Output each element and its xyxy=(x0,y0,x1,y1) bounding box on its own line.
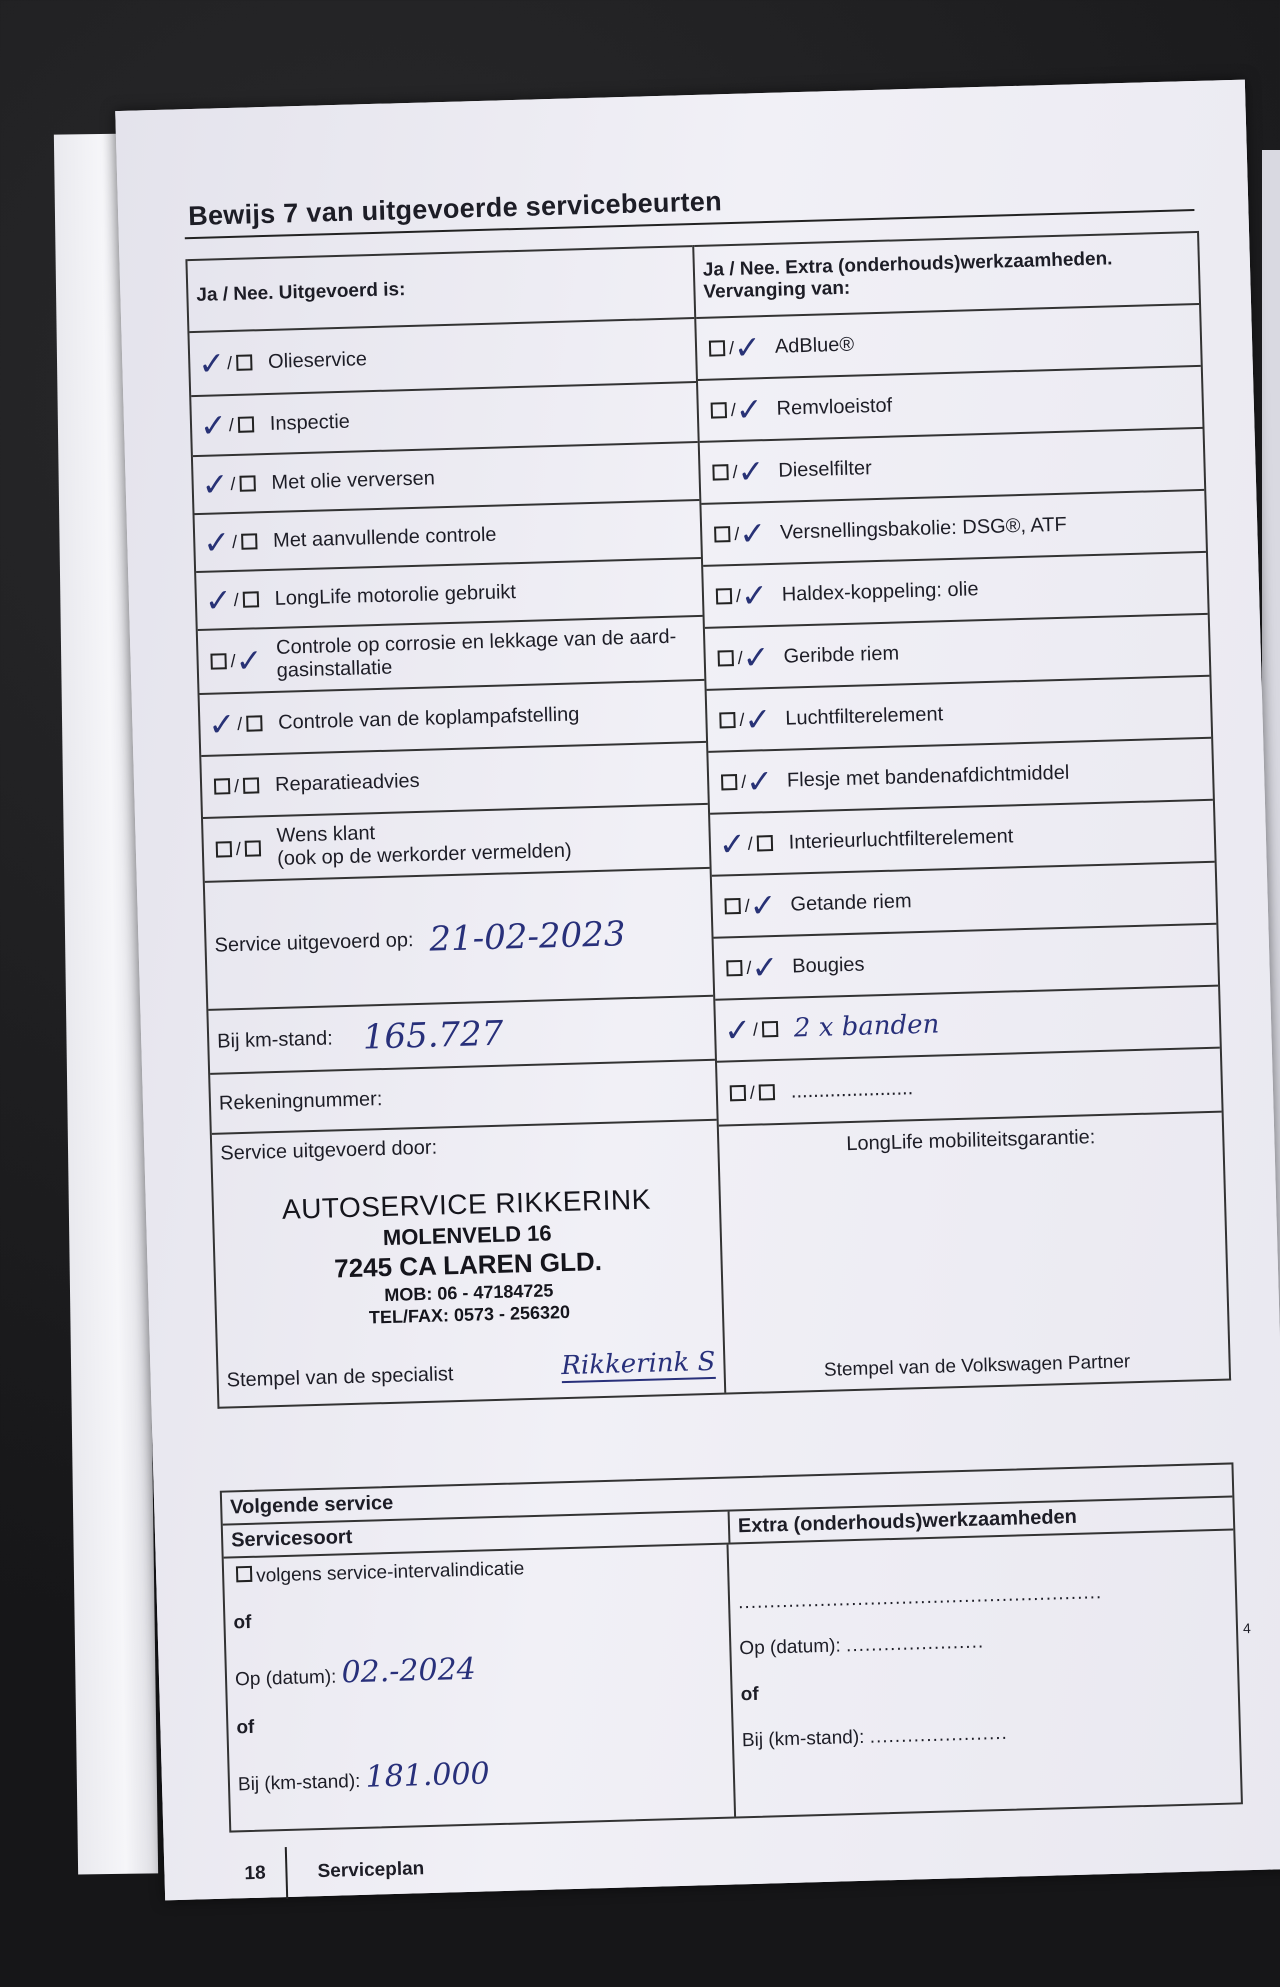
extra-item-label: Luchtfilterelement xyxy=(784,702,944,730)
nee-checkmark-icon[interactable]: ✓ xyxy=(738,514,767,553)
mobility-guarantee-label: LongLife mobiliteitsgarantie: xyxy=(846,1126,1096,1156)
page-footer xyxy=(244,1843,425,1900)
next-km-label: Bij (km-stand): xyxy=(237,1770,361,1796)
performed-item-label: LongLife motorolie gebruikt xyxy=(274,580,517,610)
nee-checkbox[interactable] xyxy=(238,416,254,432)
footer-separator xyxy=(285,1847,288,1899)
stamp-street: MOLENVELD 16 xyxy=(382,1219,552,1250)
ja-checkmark-icon[interactable]: ✓ xyxy=(207,705,236,744)
nee-checkbox[interactable] xyxy=(241,533,257,549)
checkbox-separator: / xyxy=(752,1019,759,1040)
ja-checkbox[interactable] xyxy=(711,402,727,418)
vw-partner-stamp-label: Stempel van de Volkswagen Partner xyxy=(823,1351,1131,1381)
checkbox-separator: / xyxy=(735,585,742,606)
nee-checkbox[interactable] xyxy=(243,591,259,607)
performed-item-label: Wens klant (ook op de werkorder vermelden) xyxy=(276,822,572,870)
ja-checkmark-icon[interactable]: ✓ xyxy=(197,344,226,383)
performed-item-label: Met olie verversen xyxy=(271,466,436,494)
performed-by-label: Service uitgevoerd door: xyxy=(220,1136,438,1165)
performed-column xyxy=(187,245,726,1407)
ja-checkmark-icon[interactable]: ✓ xyxy=(204,581,233,620)
ja-nee-checkboxes xyxy=(718,824,777,864)
footer-section: Serviceplan xyxy=(317,1858,425,1883)
ja-checkbox[interactable] xyxy=(712,464,728,480)
extra-item-label: Dieselfilter xyxy=(778,456,872,482)
nee-checkmark-icon[interactable]: ✓ xyxy=(749,885,778,925)
ja-nee-checkboxes xyxy=(204,581,263,620)
ja-nee-checkboxes xyxy=(210,775,264,797)
ja-checkbox[interactable] xyxy=(730,1085,746,1101)
stamp-phone: TEL/FAX: 0573 - 256320 xyxy=(368,1301,571,1328)
nee-checkbox[interactable] xyxy=(243,777,259,793)
ja-nee-checkboxes xyxy=(705,328,764,367)
or-1: of xyxy=(233,1611,252,1634)
checkbox-separator: / xyxy=(231,531,238,552)
extra-item-label: Geribde riem xyxy=(783,641,900,668)
ja-nee-checkboxes xyxy=(706,390,765,429)
checkbox-separator: / xyxy=(749,1082,756,1103)
ja-checkbox[interactable] xyxy=(214,778,230,794)
performed-header: Ja / Nee. Uitgevoerd is: xyxy=(187,245,694,331)
performed-item-label: Olieservice xyxy=(267,347,368,373)
ja-checkmark-icon[interactable]: ✓ xyxy=(723,1010,752,1050)
ja-nee-checkboxes xyxy=(708,452,767,491)
ja-checkmark-icon[interactable]: ✓ xyxy=(199,406,228,445)
ja-nee-checkboxes xyxy=(720,885,779,925)
next-date-label: Op (datum): xyxy=(234,1666,337,1691)
checkbox-separator: / xyxy=(233,589,240,610)
nee-checkbox[interactable] xyxy=(757,835,773,851)
document-title: Bewijs 7 van uitgevoerde servicebeurten xyxy=(187,186,723,232)
next-service-heading: Volgende service xyxy=(222,1464,1233,1525)
service-date-value: 21-02-2023 xyxy=(428,914,627,960)
ja-nee-checkboxes xyxy=(712,576,771,615)
extra-work-header: Ja / Nee. Extra (onderhouds)werkzaamheden. Vervanging van: xyxy=(694,231,1199,317)
ja-checkbox[interactable] xyxy=(719,712,735,728)
nee-checkmark-icon[interactable]: ✓ xyxy=(733,328,762,367)
checkbox-separator: / xyxy=(233,775,240,796)
extra-item-label: 2 x banden xyxy=(793,1009,940,1044)
ja-nee-checkboxes xyxy=(199,406,259,445)
performed-item-label: Controle van de koplampafstelling xyxy=(277,702,580,734)
nee-checkmark-icon[interactable]: ✓ xyxy=(235,641,263,680)
extra-item-label: Flesje met bandenafdichtmiddel xyxy=(786,761,1070,792)
ja-checkbox[interactable] xyxy=(726,960,742,976)
checkbox-separator: / xyxy=(746,957,752,978)
ja-nee-checkboxes xyxy=(722,947,781,987)
stamp-company: AUTOSERVICE RIKKERINK xyxy=(281,1183,652,1225)
nee-checkbox[interactable] xyxy=(759,1084,775,1100)
km-value: 165.727 xyxy=(362,1013,504,1058)
extra-item-label: Interieurluchtfilterelement xyxy=(788,824,1014,854)
extra-item-label: ...................... xyxy=(790,1076,914,1103)
checkbox-separator: / xyxy=(732,461,738,482)
checkbox-separator: / xyxy=(728,337,735,358)
nee-checkmark-icon[interactable]: ✓ xyxy=(735,390,764,429)
service-date-row xyxy=(205,867,713,1009)
checkbox-separator: / xyxy=(730,399,737,420)
ja-nee-checkboxes xyxy=(713,638,772,677)
extra-work-column xyxy=(694,231,1229,1393)
ja-nee-checkboxes xyxy=(207,705,267,744)
ja-nee-checkboxes xyxy=(723,1010,783,1050)
performed-item-label: Inspectie xyxy=(269,410,351,435)
next-km-value: 181.000 xyxy=(365,1756,491,1795)
extra-item-label: Getande riem xyxy=(790,889,912,916)
checkbox-separator: / xyxy=(236,713,243,734)
or-3: of xyxy=(740,1683,759,1706)
margin-number: 4 xyxy=(1242,1620,1252,1637)
ja-nee-checkboxes xyxy=(715,700,774,739)
nee-checkmark-icon[interactable]: ✓ xyxy=(743,700,772,739)
or-2: of xyxy=(236,1716,255,1739)
ja-nee-checkboxes xyxy=(710,514,769,553)
checkbox-separator: / xyxy=(740,771,747,792)
ja-nee-checkboxes xyxy=(212,838,266,860)
stamp-mobile: MOB: 06 - 47184725 xyxy=(384,1279,554,1305)
next-date-value: 02.-2024 xyxy=(341,1651,477,1691)
service-type-label: Servicesoort xyxy=(223,1512,731,1557)
stamp-city: 7245 CA LAREN GLD. xyxy=(333,1245,603,1284)
nee-checkbox[interactable] xyxy=(245,840,261,856)
ja-nee-checkboxes xyxy=(726,1081,780,1103)
right-km-dots: ...................... xyxy=(869,1722,1009,1748)
nee-checkmark-icon[interactable]: ✓ xyxy=(740,576,769,615)
dealer-stamp xyxy=(221,1179,714,1333)
next-service-left xyxy=(224,1545,736,1831)
service-date-label: Service uitgevoerd op: xyxy=(214,928,414,957)
nee-checkmark-icon[interactable]: ✓ xyxy=(745,762,774,801)
interval-checkbox[interactable] xyxy=(236,1566,252,1582)
ja-checkbox[interactable] xyxy=(721,774,737,790)
nee-checkbox[interactable] xyxy=(239,475,255,491)
nee-checkmark-icon[interactable]: ✓ xyxy=(750,947,779,987)
nee-checkbox[interactable] xyxy=(762,1021,778,1037)
checkbox-separator: / xyxy=(228,414,235,435)
performed-by-cell xyxy=(212,1119,724,1401)
right-date-label: Op (datum): xyxy=(739,1635,842,1660)
checkbox-separator: / xyxy=(235,838,242,859)
ja-nee-checkboxes xyxy=(717,762,776,801)
extra-work-line: .......................................................... xyxy=(737,1582,1103,1614)
ja-checkbox[interactable] xyxy=(216,841,232,857)
ja-checkmark-icon[interactable]: ✓ xyxy=(718,824,747,864)
ja-nee-checkboxes xyxy=(201,465,260,504)
nee-checkmark-icon[interactable]: ✓ xyxy=(737,452,765,491)
ja-nee-checkboxes xyxy=(206,641,265,680)
checkbox-separator: / xyxy=(226,352,233,373)
page-number: 18 xyxy=(244,1862,266,1885)
checkbox-separator: / xyxy=(739,709,745,730)
partner-stamp-cell xyxy=(719,1111,1229,1393)
checkbox-separator: / xyxy=(230,650,236,671)
checkbox-separator: / xyxy=(230,473,236,494)
interval-label: volgens service-intervalindicatie xyxy=(255,1558,525,1587)
ja-checkmark-icon[interactable]: ✓ xyxy=(202,523,231,562)
ja-checkbox[interactable] xyxy=(718,650,734,666)
performed-item-label: Met aanvullende controle xyxy=(272,523,497,552)
specialist-stamp-label: Stempel van de specialist xyxy=(226,1363,454,1392)
ja-nee-checkboxes xyxy=(197,344,257,383)
right-km-label: Bij (km-stand): xyxy=(741,1726,865,1752)
ja-checkbox[interactable] xyxy=(709,340,725,356)
next-service-right xyxy=(728,1530,1240,1816)
ja-checkbox[interactable] xyxy=(210,653,226,669)
checkbox-separator: / xyxy=(733,523,740,544)
checkbox-separator: / xyxy=(747,833,754,854)
next-extra-label: Extra (onderhouds)werkzaamheden xyxy=(737,1505,1078,1538)
service-grid xyxy=(185,231,1231,1409)
checkbox-separator: / xyxy=(744,895,750,916)
signature: Rikkerink S xyxy=(560,1346,716,1382)
service-document-page xyxy=(115,80,1280,1901)
account-label: Rekeningnummer: xyxy=(218,1087,383,1115)
checkbox-separator: / xyxy=(737,647,744,668)
right-date-dots: ...................... xyxy=(845,1631,985,1657)
extra-item-label: Remvloeistof xyxy=(776,394,893,420)
ja-nee-checkboxes xyxy=(202,523,262,562)
nee-checkbox[interactable] xyxy=(236,354,252,370)
ja-checkbox[interactable] xyxy=(714,526,730,542)
extra-item-label: AdBlue® xyxy=(774,333,855,358)
extra-item-label: Versnellingsbakolie: DSG®, ATF xyxy=(779,513,1067,544)
ja-checkbox[interactable] xyxy=(724,898,740,914)
ja-checkbox[interactable] xyxy=(716,588,732,604)
nee-checkbox[interactable] xyxy=(246,715,262,731)
nee-checkmark-icon[interactable]: ✓ xyxy=(742,638,771,677)
km-label: Bij km-stand: xyxy=(216,1026,334,1053)
extra-item-label: Bougies xyxy=(791,953,865,978)
performed-item-label: Reparatieadvies xyxy=(274,769,420,796)
extra-item-label: Haldex-koppeling: olie xyxy=(781,577,979,606)
ja-checkmark-icon[interactable]: ✓ xyxy=(201,465,230,504)
performed-item-label: Controle op corrosie en lekkage van de aard-gasinstallatie xyxy=(275,625,677,682)
next-service-box xyxy=(220,1462,1243,1832)
